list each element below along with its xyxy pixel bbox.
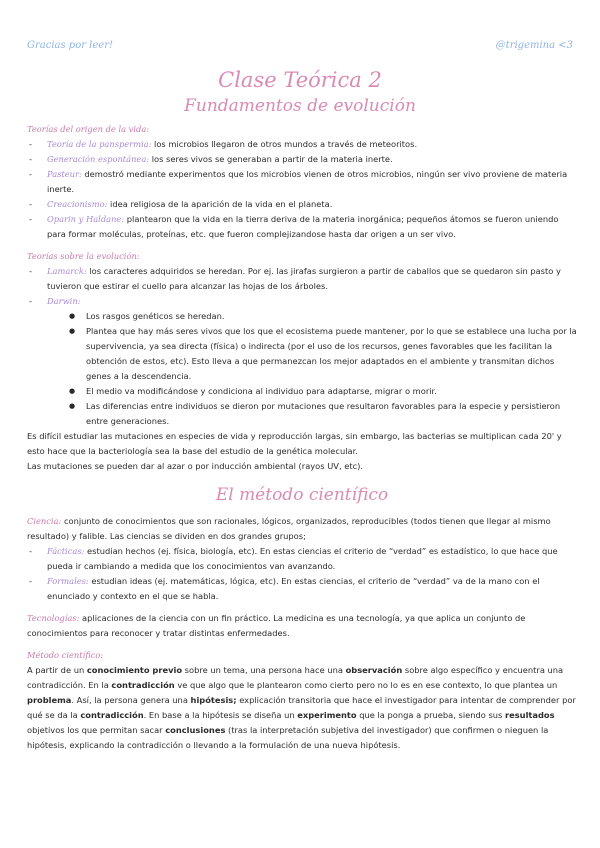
document-body <box>27 122 577 753</box>
list-item: - Generación espontánea: los seres vivos se generaban a partir de la materia inerte. <box>27 152 577 167</box>
metodo-heading: Método científico: <box>27 650 104 660</box>
list-item: - Oparin y Haldane: plantearon que la vida en la tierra deriva de la materia inorgánica; pequeños átomos se fueron uniendo para formar moléculas, proteínas, etc. que fueron complejizandose hasta dar origen a un ser vivo. <box>27 212 577 242</box>
list-item: - Creacionismo: idea religiosa de la aparición de la vida en el planeta. <box>27 197 577 212</box>
section-heading-origen: Teorías del origen de la vida: <box>27 124 150 134</box>
list-item: - Teoría de la panspermia: los microbios llegaron de otros mundos a través de meteoritos. <box>27 137 577 152</box>
ciencia-types <box>27 544 577 604</box>
bullet-point: ● Plantea que hay más seres vivos que los que el ecosistema puede mantener, por lo que se establece una lucha por la supervivencia, ya sea directa (física) o indirecta (por el uso de los recursos, genes favorables que les facilitan la obtención de estos, etc). Esto lleva a que permanezcan los mejor adaptados en el ambiente y transmitan dichos genes a la descendencia. <box>69 324 577 384</box>
page-title: Clase Teórica 2 <box>218 68 382 92</box>
darwin-points <box>69 309 577 429</box>
header-right-handle: @trigemina <3 <box>495 40 573 51</box>
metodo-paragraph: A partir de un conocimiento previo sobre un tema, una persona hace una observación sobre algo específico y encuentra una contradicción. En la contradicción ve que algo que le plantearon como cierto pero no lo es en ese contexto, lo que plantea un problema. Así, la persona genera una hipótesis; explicación transitoria que hace el investigador para intentar de comprender por qué se da la contradicción. En base a la hipótesis se diseña un experimento que la ponga a prueba, siendo sus resultados objetivos los que permitan sacar conclusiones (tras la interpretación subjetiva del investigador) que confirmen o nieguen la hipótesis, explicando la contradicción o llevando a la formulación de una nueva hipótesis. <box>27 665 576 750</box>
mutations-cause-note: Las mutaciones se pueden dar al azar o por inducción ambiental (rayos UV, etc). <box>27 461 364 471</box>
mutations-note: Es difícil estudiar las mutaciones en especies de vida y reproducción largas, sin embargo, las bacterias se multiplican cada 20' y esto hace que la bacteriología sea la base del estudio de la genética molecular. <box>27 431 562 456</box>
ciencia-definition: Ciencia: conjunto de conocimientos que son racionales, lógicos, organizados, reproducibles (todos tienen que llegar al mismo resultado) y falible. Las ciencias se dividen en dos grandes grupos; <box>27 516 551 541</box>
section-heading-evolucion: Teorías sobre la evolución: <box>27 251 140 261</box>
origen-list <box>27 137 577 242</box>
bullet-point: ● El medio va modificándose y condiciona al individuo para adaptarse, migrar o morir. <box>69 384 577 399</box>
section-heading-metodo: El método científico <box>215 485 389 505</box>
bullet-point: ● Las diferencias entre individuos se dieron por mutaciones que resultaron favorables para la especie y persistieron entre generaciones. <box>69 399 577 429</box>
header-left-note: Gracias por leer! <box>27 40 114 51</box>
list-item: - Pasteur: demostró mediante experimentos que los microbios vienen de otros microbios, ningún ser vivo proviene de materia inerte. <box>27 167 577 197</box>
list-item-darwin: - Darwin: <box>27 294 577 309</box>
page-subtitle: Fundamentos de evolución <box>184 96 416 116</box>
list-item: - Fácticas: estudian hechos (ej. física, biología, etc). En estas ciencias el criterio de “verdad” es estadístico, lo que hace que pueda ir cambiando a medida que los conocimientos van avanzando. <box>27 544 577 574</box>
list-item-lamarck: - Lamarck: los caracteres adquiridos se heredan. Por ej. las jirafas surgieron a partir de caballos que se quedaron sin pasto y tuvieron que estirar el cuello para alcanzar las hojas de los árboles. <box>27 264 577 294</box>
list-item: - Formales: estudian ideas (ej. matemáticas, lógica, etc). En estas ciencias, el criterio de “verdad” va de la mano con el enunciado y contexto en el que se habla. <box>27 574 577 604</box>
tecnologias-definition: Tecnologías: aplicaciones de la ciencia con un fin práctico. La medicina es una tecnología, ya que aplica un conjunto de conocimientos para reconocer y tratar distintas enfermedades. <box>27 613 526 638</box>
evolucion-list <box>27 264 577 309</box>
bullet-point: ● Los rasgos genéticos se heredan. <box>69 309 577 324</box>
